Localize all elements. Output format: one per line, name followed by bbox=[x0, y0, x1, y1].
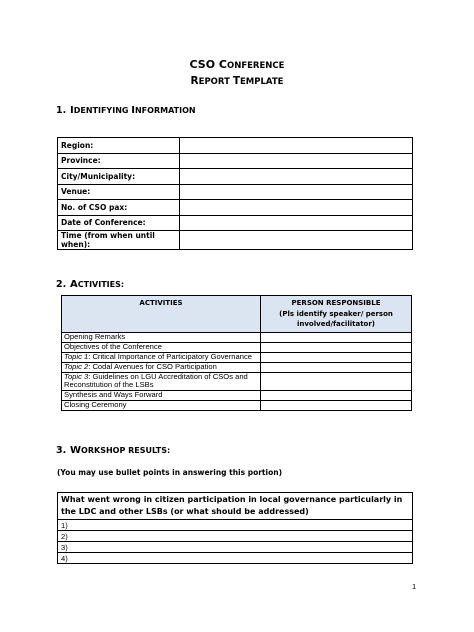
answer-field[interactable]: 1) bbox=[58, 520, 413, 531]
activity-name bbox=[62, 362, 261, 372]
info-row-value-field[interactable] bbox=[180, 231, 413, 250]
person-responsible-column-header bbox=[261, 296, 412, 333]
person-responsible-field[interactable] bbox=[261, 400, 412, 410]
activity-name bbox=[62, 400, 261, 410]
activity-text: : Codal Avenues for CSO Participation bbox=[88, 361, 217, 371]
info-row-label: Date of Conference: bbox=[58, 215, 180, 231]
info-row bbox=[58, 153, 413, 169]
info-row-label: Time (from when until when): bbox=[58, 231, 180, 250]
person-responsible-note: (Pls identify speaker/ person involved/facilitator) bbox=[279, 309, 393, 328]
info-row bbox=[58, 215, 413, 231]
workshop-results-table bbox=[57, 492, 413, 564]
person-responsible-field[interactable] bbox=[261, 390, 412, 400]
info-row-label: Region: bbox=[58, 138, 180, 154]
person-responsible-field[interactable] bbox=[261, 352, 412, 362]
activity-name bbox=[62, 352, 261, 362]
activity-text: : Guidelines on LGU Accreditation of CSOs and Reconstitution of the LSBs bbox=[64, 371, 248, 389]
section-heading-workshop-results: 3. WORKSHOP RESULTS: bbox=[56, 445, 171, 456]
activity-topic-prefix: Topic 3 bbox=[64, 371, 89, 381]
activities-table bbox=[61, 295, 412, 411]
info-row-label: Province: bbox=[58, 153, 180, 169]
info-row-value-field[interactable] bbox=[180, 138, 413, 154]
activity-name bbox=[62, 390, 261, 400]
answer-field[interactable]: 4) bbox=[58, 553, 413, 564]
activity-row bbox=[62, 352, 412, 362]
activities-column-header: ACTIVITIES bbox=[62, 296, 261, 333]
answer-row bbox=[58, 520, 413, 531]
activity-text: : Critical Importance of Participatory Governance bbox=[88, 351, 252, 361]
activity-row bbox=[62, 372, 412, 390]
info-row-label: Venue: bbox=[58, 184, 180, 200]
activity-name bbox=[62, 372, 261, 390]
person-responsible-field[interactable] bbox=[261, 372, 412, 390]
answer-field[interactable]: 3) bbox=[58, 542, 413, 553]
info-row bbox=[58, 138, 413, 154]
person-responsible-field[interactable] bbox=[261, 342, 412, 352]
activity-row bbox=[62, 362, 412, 372]
document-title-line2: REPORT TEMPLATE bbox=[190, 75, 284, 87]
info-row bbox=[58, 231, 413, 250]
activity-text: Opening Remarks bbox=[64, 331, 126, 341]
person-responsible-field[interactable] bbox=[261, 332, 412, 342]
info-row-label: City/Municipality: bbox=[58, 169, 180, 185]
activity-row bbox=[62, 332, 412, 342]
activity-row bbox=[62, 342, 412, 352]
activity-row bbox=[62, 400, 412, 410]
activity-text: Synthesis and Ways Forward bbox=[64, 389, 163, 399]
info-row-value-field[interactable] bbox=[180, 169, 413, 185]
answer-row bbox=[58, 542, 413, 553]
activity-topic-prefix: Topic 1 bbox=[64, 351, 89, 361]
info-row-label: No. of CSO pax: bbox=[58, 200, 180, 216]
person-responsible-label: PERSON RESPONSIBLE bbox=[291, 299, 381, 307]
person-responsible-field[interactable] bbox=[261, 362, 412, 372]
info-row bbox=[58, 200, 413, 216]
info-row-value-field[interactable] bbox=[180, 184, 413, 200]
section-heading-identifying-information: 1. IDENTIFYING INFORMATION bbox=[56, 105, 196, 116]
activity-text: Closing Ceremony bbox=[64, 399, 127, 409]
activity-topic-prefix: Topic 2 bbox=[64, 361, 89, 371]
document-title-line1: CSO CONFERENCE bbox=[189, 58, 285, 71]
answer-row bbox=[58, 531, 413, 542]
section-heading-activities: 2. ACTIVITIES: bbox=[56, 279, 125, 290]
identifying-information-table bbox=[57, 137, 413, 250]
instruction-note: (You may use bullet points in answering this portion) bbox=[57, 468, 282, 477]
activity-name bbox=[62, 342, 261, 352]
activity-text: Objectives of the Conference bbox=[64, 341, 162, 351]
answer-field[interactable]: 2) bbox=[58, 531, 413, 542]
workshop-question: What went wrong in citizen participation in local governance particularly in the LDC and other LSBs (or what should be addressed) bbox=[58, 493, 413, 520]
info-row bbox=[58, 184, 413, 200]
info-row-value-field[interactable] bbox=[180, 200, 413, 216]
page-number: 1 bbox=[412, 582, 417, 591]
activity-row bbox=[62, 390, 412, 400]
activity-name bbox=[62, 332, 261, 342]
info-row bbox=[58, 169, 413, 185]
answer-row bbox=[58, 553, 413, 564]
info-row-value-field[interactable] bbox=[180, 153, 413, 169]
info-row-value-field[interactable] bbox=[180, 215, 413, 231]
